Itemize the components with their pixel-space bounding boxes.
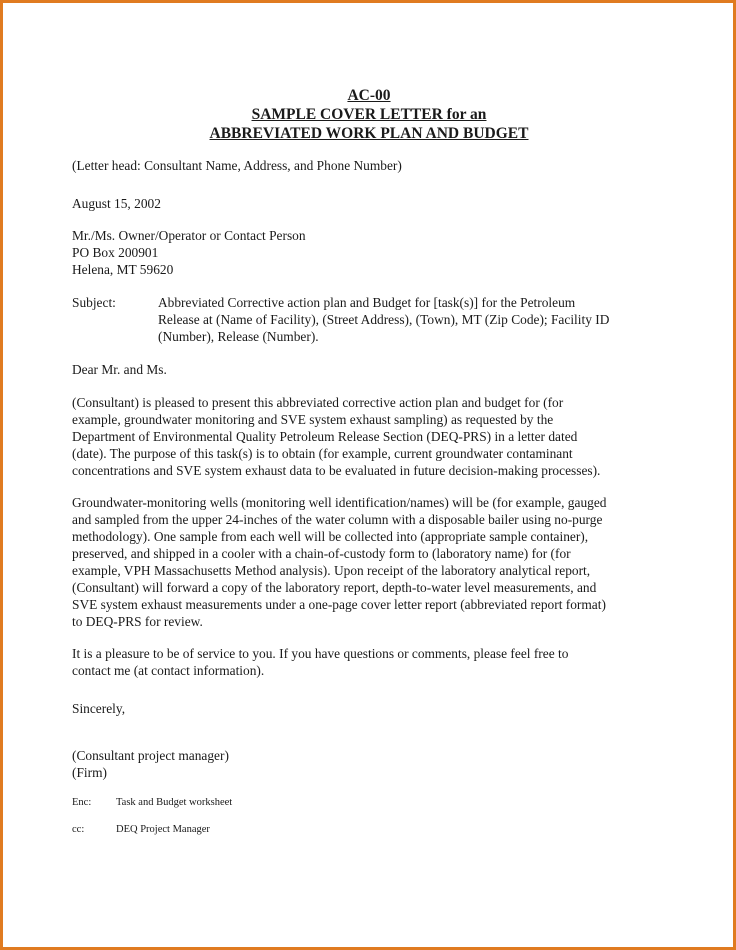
- paragraph-line: example, groundwater monitoring and SVE system exhaust sampling) as requested by the: [72, 412, 554, 427]
- address-line: PO Box 200901: [72, 245, 159, 260]
- paragraph-line: example, VPH Massachusetts Method analysis). Upon receipt of the laboratory analytical report,: [72, 563, 591, 578]
- subject-line: Release at (Name of Facility), (Street Address), (Town), MT (Zip Code); Facility ID: [158, 312, 610, 327]
- enclosure-label: Enc:: [72, 797, 92, 808]
- cc-row: [72, 823, 652, 836]
- body-paragraph-3: [72, 645, 652, 679]
- paragraph-line: preserved, and shipped in a cooler with a chain-of-custody form to (laboratory name) for (for: [72, 546, 571, 561]
- title-line-sample: SAMPLE COVER LETTER for an: [251, 106, 487, 123]
- salutation: Dear Mr. and Ms.: [72, 362, 167, 377]
- closing: Sincerely,: [72, 701, 126, 716]
- enclosure-row: [72, 796, 652, 809]
- recipient-address: [72, 227, 652, 278]
- paragraph-line: concentrations and SVE system exhaust data to be evaluated in future decision-making processes).: [72, 463, 601, 478]
- signature-line: (Consultant project manager): [72, 748, 229, 763]
- enclosure-text: Task and Budget worksheet: [116, 797, 233, 808]
- paragraph-line: to DEQ-PRS for review.: [72, 614, 203, 629]
- paragraph-line: (Consultant) is pleased to present this abbreviated corrective action plan and budget for (for: [72, 395, 564, 410]
- subject-line: (Number), Release (Number).: [158, 329, 319, 344]
- body-paragraph-2: [72, 494, 652, 630]
- paragraph-line: and sampled from the upper 24-inches of the water column with a disposable bailer using no-purge: [72, 512, 603, 527]
- letter-title: [68, 86, 670, 143]
- paragraph-line: SVE system exhaust measurements under a one-page cover letter report (abbreviated report format): [72, 597, 606, 612]
- subject-label: Subject:: [72, 295, 116, 310]
- address-line: Helena, MT 59620: [72, 262, 174, 277]
- letterhead-note: (Letter head: Consultant Name, Address, and Phone Number): [72, 158, 402, 173]
- paragraph-line: (date). The purpose of this task(s) is to obtain (for example, current groundwater contaminant: [72, 446, 573, 461]
- letter-page: [72, 86, 652, 836]
- title-line-abbreviated: ABBREVIATED WORK PLAN AND BUDGET: [209, 125, 529, 142]
- paragraph-line: (Consultant) will forward a copy of the laboratory report, depth-to-water level measurements, and: [72, 580, 597, 595]
- signature-block: [72, 747, 652, 781]
- cc-label: cc:: [72, 824, 85, 835]
- subject-block: [72, 294, 652, 345]
- paragraph-line: It is a pleasure to be of service to you. If you have questions or comments, please feel free to: [72, 646, 569, 661]
- cc-text: DEQ Project Manager: [116, 824, 210, 835]
- paragraph-line: methodology). One sample from each well will be collected into (appropriate sample container),: [72, 529, 589, 544]
- subject-line: Abbreviated Corrective action plan and Budget for [task(s)] for the Petroleum: [158, 295, 576, 310]
- title-line-code: AC-00: [347, 87, 391, 104]
- body-paragraph-1: [72, 394, 652, 479]
- signature-line: (Firm): [72, 765, 107, 780]
- letter-date: August 15, 2002: [72, 196, 161, 211]
- paragraph-line: Groundwater-monitoring wells (monitoring well identification/names) will be (for example, gauged: [72, 495, 607, 510]
- paragraph-line: Department of Environmental Quality Petroleum Release Section (DEQ-PRS) in a letter dated: [72, 429, 578, 444]
- subject-text: [158, 294, 652, 345]
- paragraph-line: contact me (at contact information).: [72, 663, 265, 678]
- address-line: Mr./Ms. Owner/Operator or Contact Person: [72, 228, 306, 243]
